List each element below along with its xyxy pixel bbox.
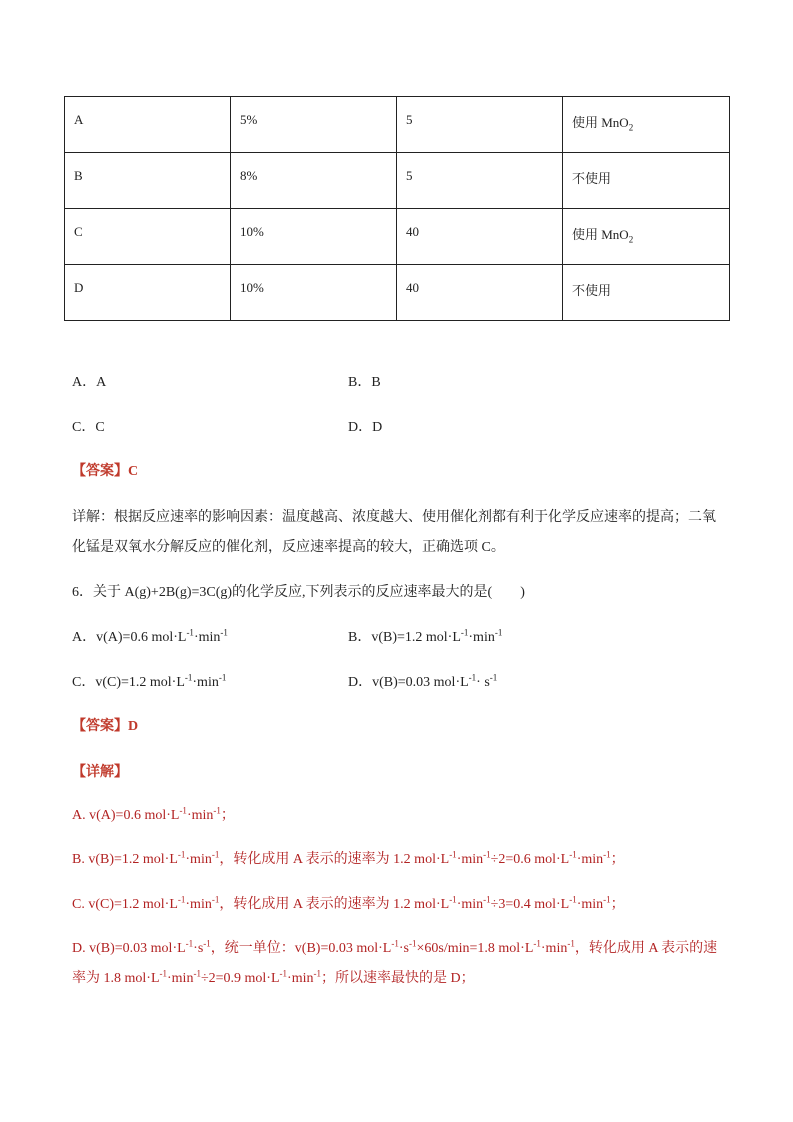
detail-text: ·min [456,897,484,912]
detail-text: ·min [185,852,212,867]
detail-text: ·min [576,852,604,867]
detail-exp: -1 [213,805,221,816]
detail-text: ×60s/min=1.8 mol·L [416,941,534,956]
temperature: 5 [397,97,563,153]
detail-text: ÷3=0.4 mol·L [490,897,570,912]
catalyst-text: 使用 MnO [572,115,629,130]
detail-exp: -1 [603,894,611,905]
answer-value: C [128,464,139,479]
detail-text: ； [610,852,625,867]
opt-exp: -1 [494,627,503,638]
concentration: 5% [231,97,397,153]
opt-text: · s [476,675,490,690]
detail-exp: -1 [313,968,321,979]
answer-line-6 [72,715,138,735]
detail-exp: -1 [177,894,186,905]
detail-text: ÷2=0.6 mol·L [490,852,570,867]
opt-exp: -1 [184,672,193,683]
detail-line-d1 [72,937,717,957]
detail-exp: -1 [177,849,186,860]
detail-text: ·min [287,971,314,986]
detail-exp: -1 [159,968,167,979]
detail-text: ·min [540,941,568,956]
detail-text: D. v(B)=0.03 mol·L [72,941,186,956]
row-label: B [65,153,231,209]
detail-text: ，转化成用 A 表示的速率为 1.2 mol·L [219,897,450,912]
detail-exp: -1 [185,938,194,949]
detail-line-d2 [72,967,475,987]
table-row [65,97,730,153]
detail-exp: -1 [279,968,288,979]
option-b: B．B [348,375,381,390]
answer-tag: 【答案】 [72,719,128,734]
concentration: 10% [231,265,397,321]
opt-exp: -1 [468,672,477,683]
catalyst [563,97,730,153]
detail-text: ；所以速率最快的是 D； [320,971,475,986]
detail-text: ，统一单位：v(B)=0.03 mol·L [210,941,392,956]
detail-exp: -1 [408,938,417,949]
opt-exp: -1 [489,672,498,683]
concentration: 10% [231,209,397,265]
detail-exp: -1 [569,894,577,905]
detail-line-c [72,893,625,913]
catalyst-sub: 2 [628,122,634,133]
opt-exp: -1 [186,627,194,638]
option-a: A．A [72,375,107,390]
opt-text: C．v(C)=1.2 mol·L [72,675,185,690]
opt-text: ·min [192,675,219,690]
answer-line [72,460,138,480]
concentration: 8% [231,153,397,209]
detail-text: ； [220,808,235,823]
catalyst [563,209,730,265]
opt-text: A．v(A)=0.6 mol·L [72,630,187,645]
temperature: 40 [397,209,563,265]
detail-text: ·s [398,941,409,956]
opt-text: ·min [193,630,221,645]
opt-text: D．v(B)=0.03 mol·L [348,675,469,690]
catalyst [563,265,730,321]
row-label: C [65,209,231,265]
temperature: 5 [397,153,563,209]
q6-option-b [348,626,502,646]
answer-value: D [128,719,139,734]
detail-line-a [72,804,235,824]
q6-option-a [72,626,228,646]
answer-tag: 【答案】 [72,464,128,479]
detail-exp: -1 [449,849,457,860]
detail-exp: -1 [203,938,211,949]
opt-exp: -1 [460,627,469,638]
catalyst [563,153,730,209]
row-label: D [65,265,231,321]
detail-text: B. v(B)=1.2 mol·L [72,852,178,867]
detail-text: ·min [576,897,604,912]
catalyst-sub: 2 [628,234,634,245]
q6-option-d [348,671,497,691]
detail-line-b [72,848,625,868]
opt-exp: -1 [218,672,227,683]
detail-exp: -1 [211,849,220,860]
catalyst-text: 不使用 [572,283,612,298]
explanation-line-2: 化锰是双氧水分解反应的催化剂，反应速率提高的较大，正确选项 C。 [72,540,505,555]
option-d: D．D [348,420,383,435]
detail-exp: -1 [449,894,457,905]
detail-exp: -1 [603,849,611,860]
table-row [65,265,730,321]
opt-exp: -1 [220,627,228,638]
detail-text: ； [610,897,625,912]
table-row [65,153,730,209]
explanation-line-1: 详解：根据反应速率的影响因素：温度越高、浓度越大、使用催化剂都有利于化学反应速率的提高；二氧 [72,510,716,525]
row-label: A [65,97,231,153]
detail-tag: 【详解】 [72,765,128,780]
detail-text: ，转化成用 A 表示的速率为 1.2 mol·L [219,852,450,867]
table-row [65,209,730,265]
catalyst-text: 使用 MnO [572,227,629,242]
detail-exp: -1 [391,938,399,949]
detail-exp: -1 [533,938,541,949]
opt-text: B．v(B)=1.2 mol·L [348,630,461,645]
catalyst-text: 不使用 [572,171,612,186]
detail-text: ，转化成用 A 表示的速 [574,941,718,956]
detail-exp: -1 [569,849,577,860]
detail-text: ·min [167,971,194,986]
q6-option-c [72,671,226,691]
option-c: C．C [72,420,105,435]
temperature: 40 [397,265,563,321]
detail-text: ·min [185,897,212,912]
question-6-stem: 6．关于 A(g)+2B(g)=3C(g)的化学反应,下列表示的反应速率最大的是( ) [72,585,525,600]
experiment-table [64,96,730,321]
detail-text: 率为 1.8 mol·L [72,971,160,986]
detail-text: ·min [186,808,214,823]
detail-exp: -1 [193,968,201,979]
opt-text: ·min [468,630,495,645]
detail-exp: -1 [483,849,491,860]
detail-exp: -1 [483,894,491,905]
detail-text: ÷2=0.9 mol·L [200,971,280,986]
detail-exp: -1 [211,894,220,905]
detail-text: ·s [193,941,204,956]
detail-exp: -1 [179,805,187,816]
detail-text: C. v(C)=1.2 mol·L [72,897,178,912]
detail-exp: -1 [567,938,575,949]
detail-text: A. v(A)=0.6 mol·L [72,808,180,823]
detail-text: ·min [456,852,484,867]
